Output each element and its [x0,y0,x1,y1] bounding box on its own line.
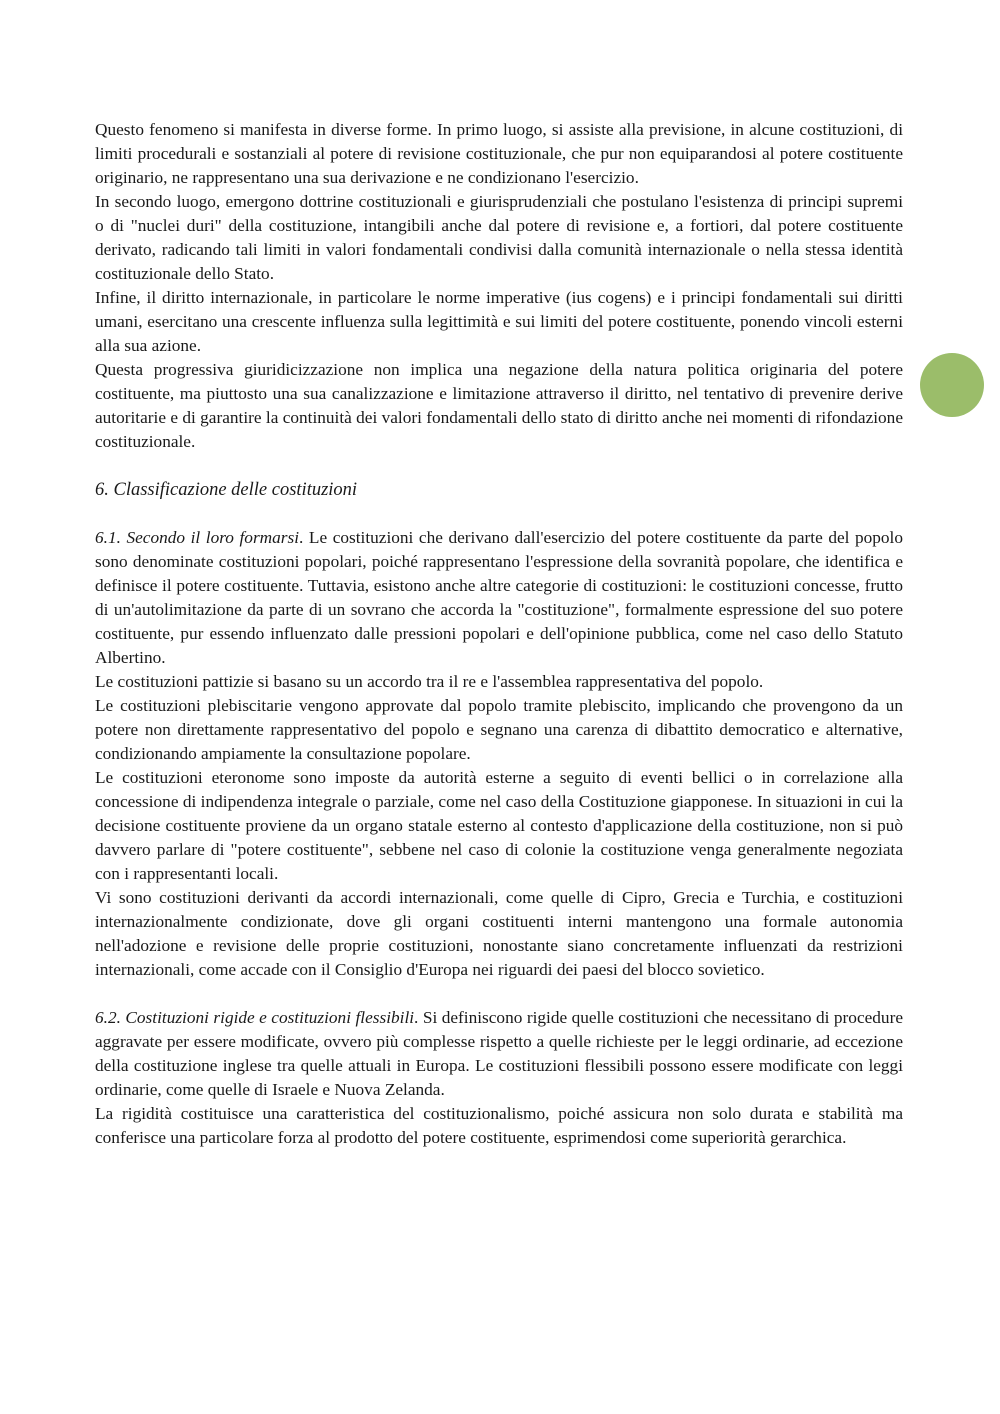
subsection-1-lead-text: . Le costituzioni che derivano dall'esercizio del potere costituente da parte del popolo sono denominate costituzioni popolari, poiché rappresentano l'espressione della sovranità popolare, che identifica e definisce il potere costituente. Tuttavia, esistono anche altre categorie di costituzioni: le costituzioni concesse, frutto di un'autolimitazione da parte di un sovrano che accorda la "costituzione", formalmente espressione del suo potere costituente, pur essendo influenzato dalle pressioni popolari e dell'opinione pubblica, come nel caso dello Statuto Albertino. [95,528,904,667]
subsection-1-paragraph: Vi sono costituzioni derivanti da accordi internazionali, come quelle di Cipro, Grecia e Turchia, e costituzioni internazionalmente condizionate, dove gli organi costituenti interni mantengono una formale autonomia nell'adozione e revisione delle proprie costituzioni, nonostante siano concretamente influenzati da restrizioni internazionali, come accade con il Consiglio d'Europa nei riguardi dei paesi del blocco sovietico. [95,888,903,979]
intro-paragraph-4: Questa progressiva giuridicizzazione non implica una negazione della natura politica originaria del potere costituente, ma piuttosto una sua canalizzazione e limitazione attraverso il diritto, nel tentativo di prevenire derive autoritarie e di garantire la continuità dei valori fondamentali dello stato di diritto anche nei momenti di rifondazione costituzionale. [95,360,903,451]
subsection-1-paragraph: Le costituzioni pattizie si basano su un accordo tra il re e l'assemblea rappresentativa del popolo. [95,672,764,691]
subsection-2-lead-text: . Si definiscono rigide quelle costituzioni che necessitano di procedure aggravate per essere modificate, ovvero più complesse rispetto a quelle richieste per le leggi ordinarie, ad eccezione della costituzione inglese tra quelle attuali in Europa. Le costituzioni flessibili possono essere modificate con leggi ordinarie, come quelle di Israele e Nuova Zelanda. [95,1008,903,1099]
subsection-2-paragraph: La rigidità costituisce una caratteristica del costituzionalismo, poiché assicura non solo durata e stabilità ma conferisce una particolare forza al prodotto del potere costituente, esprimendosi come superiorità gerarchica. [95,1104,903,1147]
subsection-1-paragraph: Le costituzioni eteronome sono imposte da autorità esterne a seguito di eventi bellici o in correlazione alla concessione di indipendenza integrale o parziale, come nel caso della Costituzione giapponese. In situazioni in cui la decisione costituente proviene da un organo statale esterno al contesto d'applicazione della costituzione, non si può davvero parlare di "potere costituente", sebbene nel caso di colonie la costituzione venga generalmente negoziata con i rappresentanti locali. [95,768,903,883]
document-body [95,118,903,1150]
intro-paragraph-3: Infine, il diritto internazionale, in particolare le norme imperative (ius cogens) e i principi fondamentali sui diritti umani, esercitano una crescente influenza sulla legittimità e sui limiti del potere costituente, ponendo vincoli esterni alla sua azione. [95,288,903,355]
subsection-1-title: 6.1. Secondo il loro formarsi [95,528,300,547]
intro-paragraph-2: In secondo luogo, emergono dottrine costituzionali e giurisprudenziali che postulano l'esistenza di principi supremi o di "nuclei duri" della costituzione, intangibili anche dal potere di revisione e, a fortiori, dal potere costituente derivato, radicando tali limiti in valori fondamentali condivisi dalla comunità internazionale o nella stessa identità costituzionale dello Stato. [95,192,903,283]
subsection-2-lead [95,1006,903,1102]
page-marker-circle [920,353,984,417]
subsection-2-title: 6.2. Costituzioni rigide e costituzioni flessibili [95,1008,415,1027]
subsection-1-paragraph: Le costituzioni plebiscitarie vengono approvate dal popolo tramite plebiscito, implicando che provengono da un potere non direttamente rappresentativo del popolo e segnano una carenza di dibattito democratico e alternative, condizionando ampiamente la consultazione popolare. [95,696,903,763]
subsection-1-lead [95,526,903,670]
intro-paragraph-1: Questo fenomeno si manifesta in diverse forme. In primo luogo, si assiste alla previsione, in alcune costituzioni, di limiti procedurali e sostanziali al potere di revisione costituzionale, che pur non equiparandosi al potere costituente originario, ne rappresentano una sua derivazione e ne condizionano l'esercizio. [95,120,903,187]
section-title: 6. Classificazione delle costituzioni [95,480,358,500]
